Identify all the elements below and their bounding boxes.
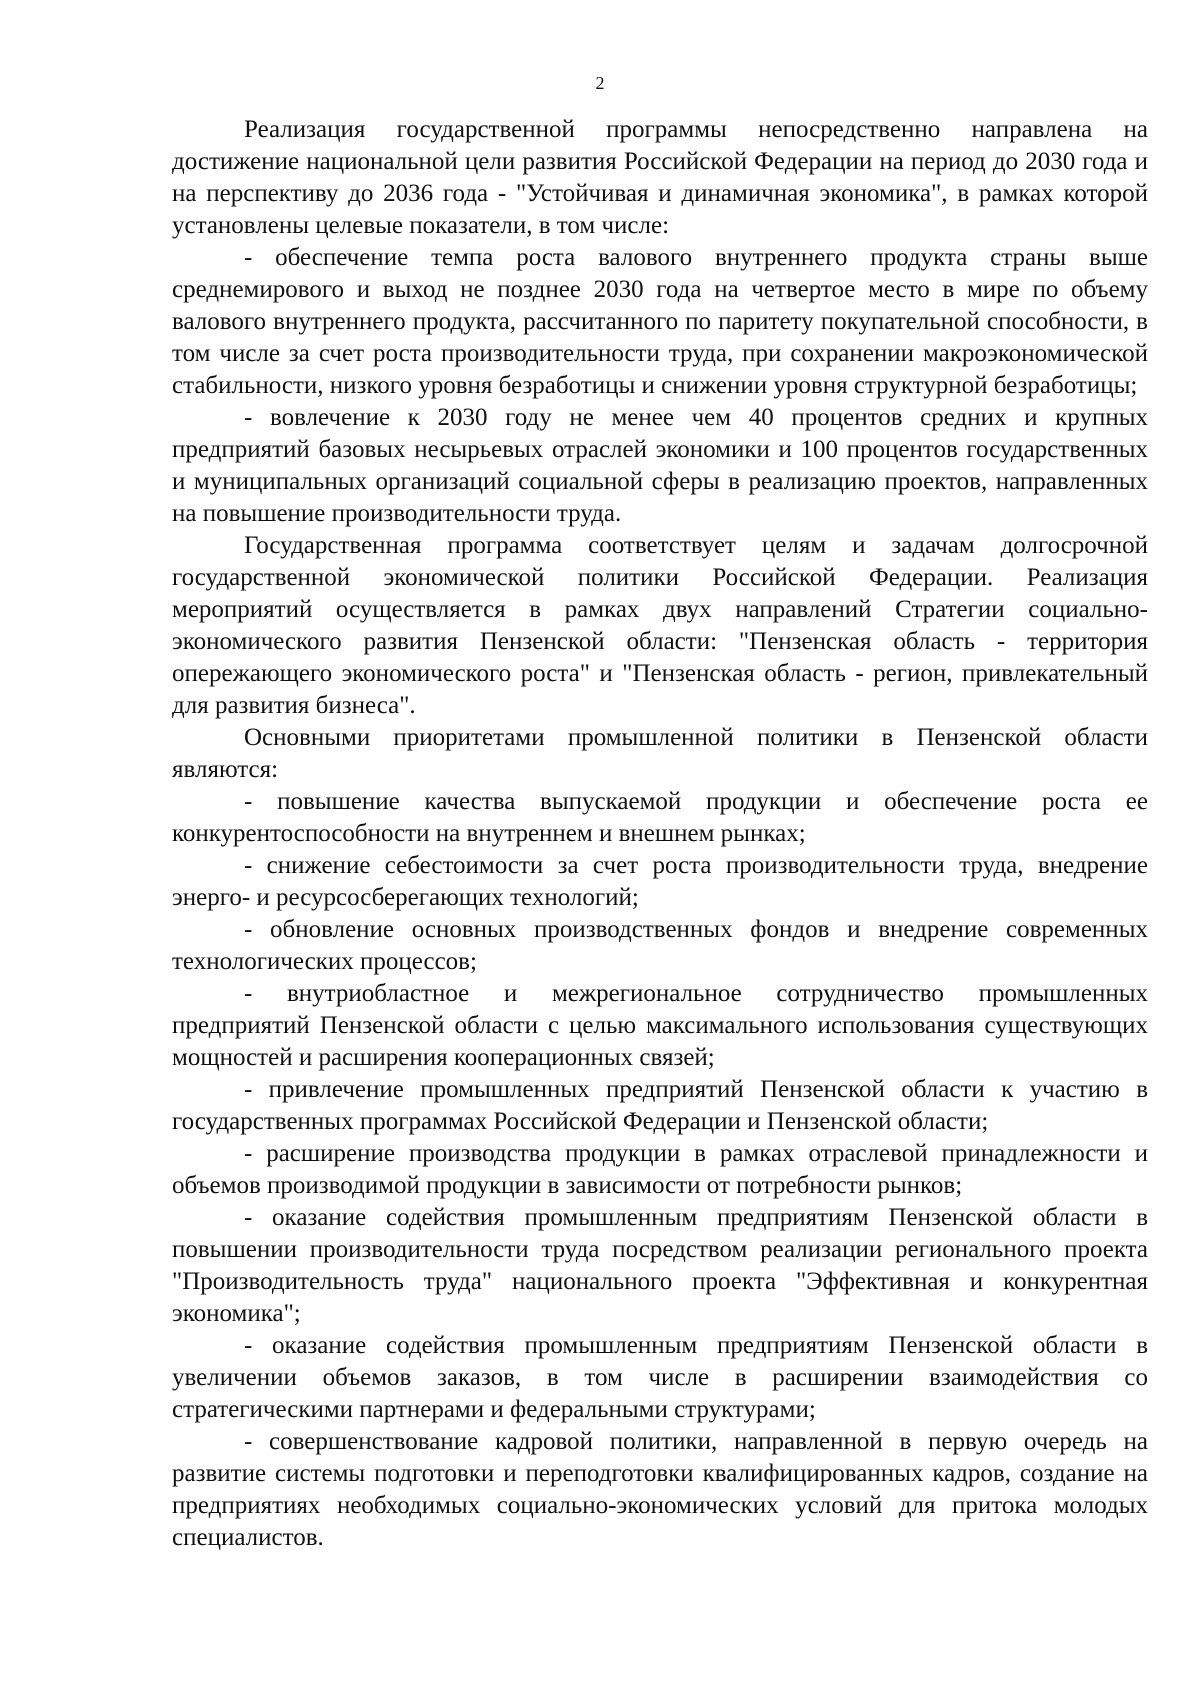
paragraph-priorities-intro: Основными приоритетами промышленной политики в Пензенской области являются: xyxy=(172,724,1148,783)
paragraph-priority-modernization: - обновление основных производственных фондов и внедрение современных технологических процессов; xyxy=(172,916,1148,975)
page-number: 2 xyxy=(595,73,605,93)
document-body xyxy=(172,114,1148,1554)
paragraph-program-goal: Реализация государственной программы непосредственно направлена на достижение национальной цели развития Российской Федерации на период до 2030 года и на перспективу до 2036 года - "Устойчивая и динамичная экономика", в рамках которой установлены целевые показатели, в том числе: xyxy=(172,116,1148,239)
paragraph-priority-cost: - снижение себестоимости за счет роста производительности труда, внедрение энерго- и ресурсосберегающих технологий; xyxy=(172,852,1148,911)
paragraph-strategy-alignment: Государственная программа соответствует целям и задачам долгосрочной государственной экономической политики Российской Федерации. Реализация мероприятий осуществляется в рамках двух направлений Стратегии социально-экономического развития Пензенской области: "Пензенская область - территория опережающего экономического роста" и "Пензенская область - регион, привлекательный для развития бизнеса". xyxy=(172,532,1148,719)
paragraph-priority-orders: - оказание содействия промышленным предприятиям Пензенской области в увеличении объемов заказов, в том числе в расширении взаимодействия со стратегическими партнерами и федеральными структурами; xyxy=(172,1332,1148,1423)
paragraph-priority-productivity: - оказание содействия промышленным предприятиям Пензенской области в повышении производительности труда посредством реализации регионального проекта "Производительность труда" национального проекта "Эффективная и конкурентная экономика"; xyxy=(172,1204,1148,1327)
paragraph-enterprise-involvement: - вовлечение к 2030 году не менее чем 40 процентов средних и крупных предприятий базовых несырьевых отраслей экономики и 100 процентов государственных и муниципальных организаций социальной сферы в реализацию проектов, направленных на повышение производительности труда. xyxy=(172,404,1148,527)
paragraph-priority-personnel: - совершенствование кадровой политики, направленной в первую очередь на развитие системы подготовки и переподготовки квалифицированных кадров, создание на предприятиях необходимых социально-экономических условий для притока молодых специалистов. xyxy=(172,1428,1148,1551)
paragraph-priority-cooperation: - внутриобластное и межрегиональное сотрудничество промышленных предприятий Пензенской области с целью максимального использования существующих мощностей и расширения кооперационных связей; xyxy=(172,980,1148,1071)
paragraph-priority-quality: - повышение качества выпускаемой продукции и обеспечение роста ее конкурентоспособности на внутреннем и внешнем рынках; xyxy=(172,788,1148,847)
paragraph-priority-production: - расширение производства продукции в рамках отраслевой принадлежности и объемов производимой продукции в зависимости от потребности рынков; xyxy=(172,1140,1148,1199)
paragraph-priority-programs: - привлечение промышленных предприятий Пензенской области к участию в государственных программах Российской Федерации и Пензенской области; xyxy=(172,1076,1148,1135)
paragraph-gdp-growth: - обеспечение темпа роста валового внутреннего продукта страны выше среднемирового и выход не позднее 2030 года на четвертое место в мире по объему валового внутреннего продукта, рассчитанного по паритету покупательной способности, в том числе за счет роста производительности труда, при сохранении макроэкономической стабильности, низкого уровня безработицы и снижении уровня структурной безработицы; xyxy=(172,244,1148,399)
